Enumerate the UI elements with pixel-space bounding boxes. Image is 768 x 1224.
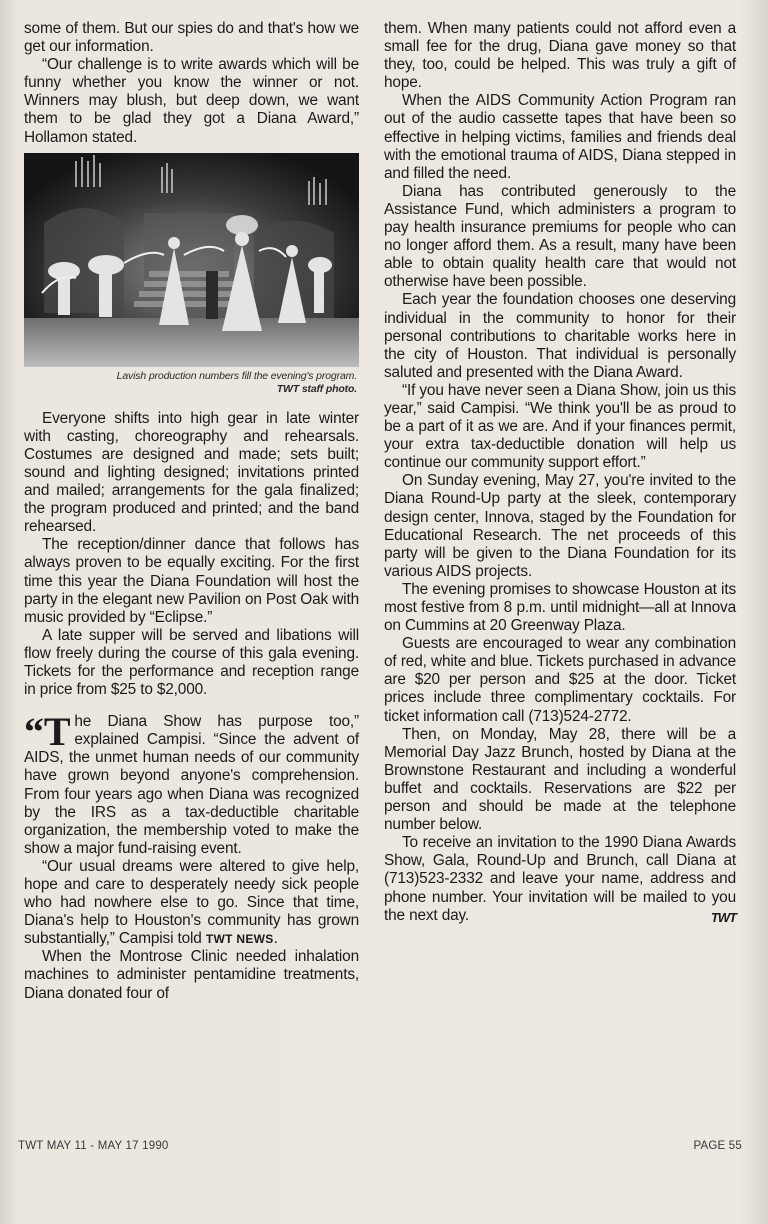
paragraph: The reception/dinner dance that follows has always proven to be equally exciting. For the first time this year the Diana Foundation will host the party in the elegant new Pavilion on Post Oak with music provided by “Eclipse.” (24, 536, 359, 626)
stage-photo (24, 153, 359, 367)
paragraph: “If you have never seen a Diana Show, join us this year,” said Campisi. “We think you'll be as proud to be a part of it as we are. And if your finances permit, your extra tax-deductible donation will help us continue our community support effort.” (384, 381, 736, 472)
paragraph-text: “Our usual dreams were altered to give help, hope and care to desperately needy sick people who had nowhere else to go. Since that time, Diana's help to Houston's community has grown substantially,” Campisi told (24, 857, 359, 948)
left-column (24, 20, 359, 1003)
paragraph: Everyone shifts into high gear in late winter with casting, choreography and rehearsals. Costumes are designed and made; sets built; sound and lighting designed; invitations printed and mailed; arrangements for the gala finalized; the program produced and printed; and the band rehearsed. (24, 409, 359, 536)
footer-page-number: PAGE 55 (693, 1140, 742, 1152)
publication-name: TWT NEWS (205, 932, 274, 947)
drop-cap-quote: “ (24, 709, 44, 755)
paragraph: them. When many patients could not afford even a small fee for the drug, Diana gave money so that they, too, could be helped. This was truly a gift of hope. (384, 20, 736, 92)
paragraph: When the Montrose Clinic needed inhalation machines to administer pentamidine treatments, Diana donated four of (24, 948, 359, 1002)
photo-credit: TWT staff photo. (276, 382, 357, 395)
stage-photo-image (24, 153, 359, 367)
footer-issue-date: TWT MAY 11 - MAY 17 1990 (18, 1140, 169, 1152)
dropcap-paragraph-text: he Diana Show has purpose too,” explained Campisi. “Since the advent of AIDS, the unmet human needs of our community have grown beyond anyone's comprehension. From four years ago when Diana was recognized by the IRS as a tax-deductible charitable organization, the membership voted to make the show a major fund-raising event. (24, 713, 359, 857)
paragraph: When the AIDS Community Action Program ran out of the audio cassette tapes that have been so effective in helping victims, families and friends deal with the emotional trauma of AIDS, Diana stepped in and filled the need. (384, 92, 736, 182)
drop-cap (24, 709, 71, 755)
right-column (384, 20, 736, 927)
paragraph-end: . (273, 930, 278, 948)
end-mark: TWT (710, 909, 736, 925)
paragraph: The evening promises to showcase Houston at its most festive from 8 p.m. until midnight—all at Innova on Cummins at 20 Greenway Plaza. (384, 580, 736, 635)
paragraph (24, 858, 359, 948)
paragraph: On Sunday evening, May 27, you're invited to the Diana Round-Up party at the sleek, contemporary design center, Innova, staged by the Foundation for Educational Research. The net proceeds of this party will be given to the Diana Foundation for its various AIDS projects. (384, 472, 736, 580)
paragraph: Then, on Monday, May 28, there will be a Memorial Day Jazz Brunch, hosted by Diana at the Brownstone Restaurant and including a wonderful buffet and cocktails. Reservations are $22 per person and should be made at the telephone number below. (384, 725, 736, 834)
paragraph (384, 834, 736, 924)
photo-caption (24, 370, 357, 396)
caption-text: Lavish production numbers fill the evening's program. (116, 369, 357, 382)
paragraph: Diana has contributed generously to the Assistance Fund, which administers a program to pay health insurance premiums for people who can no longer afford them. As a result, many have been able to obtain quality health care that would not otherwise have been possible. (384, 182, 736, 291)
dropcap-paragraph (24, 709, 359, 858)
paragraph: Each year the foundation chooses one deserving individual in the community to honor for their personal contributions to charitable works here in the city of Houston. That individual is personally saluted and presented with the Diana Award. (384, 291, 736, 381)
paragraph: Guests are encouraged to wear any combination of red, white and blue. Tickets purchased in advance are $20 per person and $25 at the door. Ticket prices include three complimentary cocktails. For ticket information call (713)524-2772. (384, 635, 736, 725)
drop-cap-letter: T (43, 709, 71, 755)
paragraph-text: To receive an invitation to the 1990 Diana Awards Show, Gala, Round-Up and Brunch, call Diana at (713)523-2332 and leave your name, address and phone number. Your invitation will be mailed to you the next day. (384, 834, 736, 924)
section-spacer (24, 699, 359, 713)
paragraph: some of them. But our spies do and that's how we get our information. (24, 20, 359, 56)
paragraph: “Our challenge is to write awards which will be funny whether you know the winner or not. Winners may blush, but deep down, we want them to be glad they got a Diana Award,” Hollamon stated. (24, 56, 359, 146)
paragraph: A late supper will be served and libations will flow freely during the course of this gala evening. Tickets for the performance and reception range in price from $25 to $2,000. (24, 626, 359, 699)
